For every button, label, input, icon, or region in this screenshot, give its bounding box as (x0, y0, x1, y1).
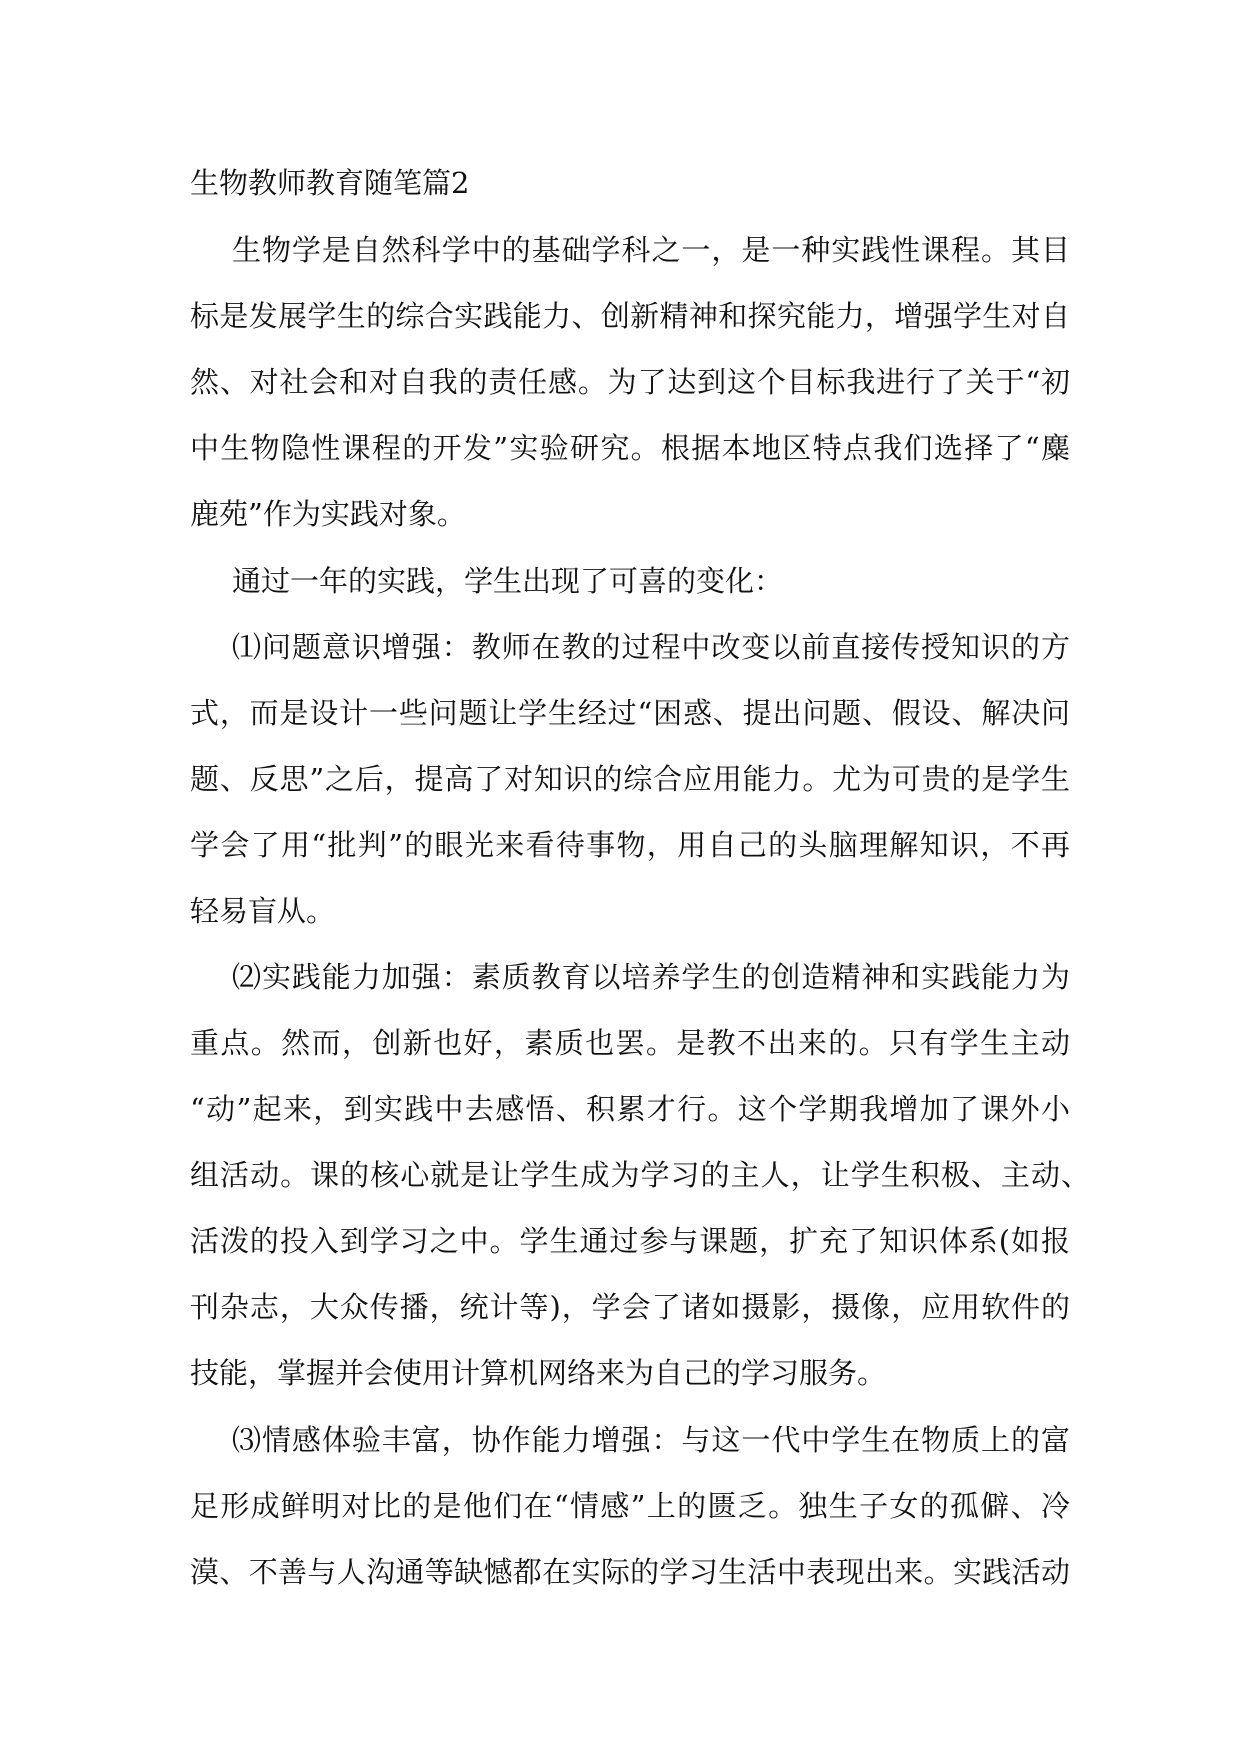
paragraph-line: 重点。然而，创新也好，素质也罢。是教不出来的。只有学生主动 (190, 1026, 1070, 1060)
paragraph-line: 漠、不善与人沟通等缺憾都在实际的学习生活中表现出来。实践活动 (190, 1555, 1070, 1589)
paragraph-line: 生物学是自然科学中的基础学科之一，是一种实践性课程。其目 (232, 233, 1070, 267)
paragraph-line: 学会了用“批判”的眼光来看待事物，用自己的头脑理解知识，不再 (190, 828, 1070, 862)
document-title: 生物教师教育随笔篇2 (190, 166, 470, 200)
paragraph-line: “动”起来，到实践中去感悟、积累才行。这个学期我增加了课外小 (190, 1092, 1070, 1126)
paragraph-line: 标是发展学生的综合实践能力、创新精神和探究能力，增强学生对自 (190, 299, 1070, 333)
paragraph-line: 题、反思”之后，提高了对知识的综合应用能力。尤为可贵的是学生 (190, 762, 1070, 796)
paragraph-line: ⑵实践能力加强：素质教育以培养学生的创造精神和实践能力为 (232, 960, 1070, 994)
paragraph-line: 轻易盲从。 (190, 894, 336, 928)
paragraph-line: 技能，掌握并会使用计算机网络来为自己的学习服务。 (190, 1356, 887, 1390)
paragraph-line: ⑶情感体验丰富，协作能力增强：与这一代中学生在物质上的富 (232, 1423, 1070, 1457)
paragraph-line: 组活动。课的核心就是让学生成为学习的主人，让学生积极、主动、 (190, 1158, 1090, 1192)
paragraph-line: 中生物隐性课程的开发”实验研究。根据本地区特点我们选择了“麋 (190, 431, 1070, 465)
paragraph-line: 刊杂志，大众传播，统计等)，学会了诸如摄影，摄像，应用软件的 (190, 1290, 1070, 1324)
paragraph-line: 足形成鲜明对比的是他们在“情感”上的匮乏。独生子女的孤僻、冷 (190, 1489, 1070, 1523)
paragraph-line: 鹿苑”作为实践对象。 (190, 497, 466, 531)
paragraph-line: 活泼的投入到学习之中。学生通过参与课题，扩充了知识体系(如报 (190, 1224, 1070, 1258)
paragraph-line: ⑴问题意识增强：教师在教的过程中改变以前直接传授知识的方 (232, 630, 1070, 664)
paragraph-line: 式，而是设计一些问题让学生经过“困惑、提出问题、假设、解决问 (190, 696, 1070, 730)
paragraph-line: 然、对社会和对自我的责任感。为了达到这个目标我进行了关于“初 (190, 365, 1070, 399)
paragraph-line: 通过一年的实践，学生出现了可喜的变化： (232, 564, 784, 598)
